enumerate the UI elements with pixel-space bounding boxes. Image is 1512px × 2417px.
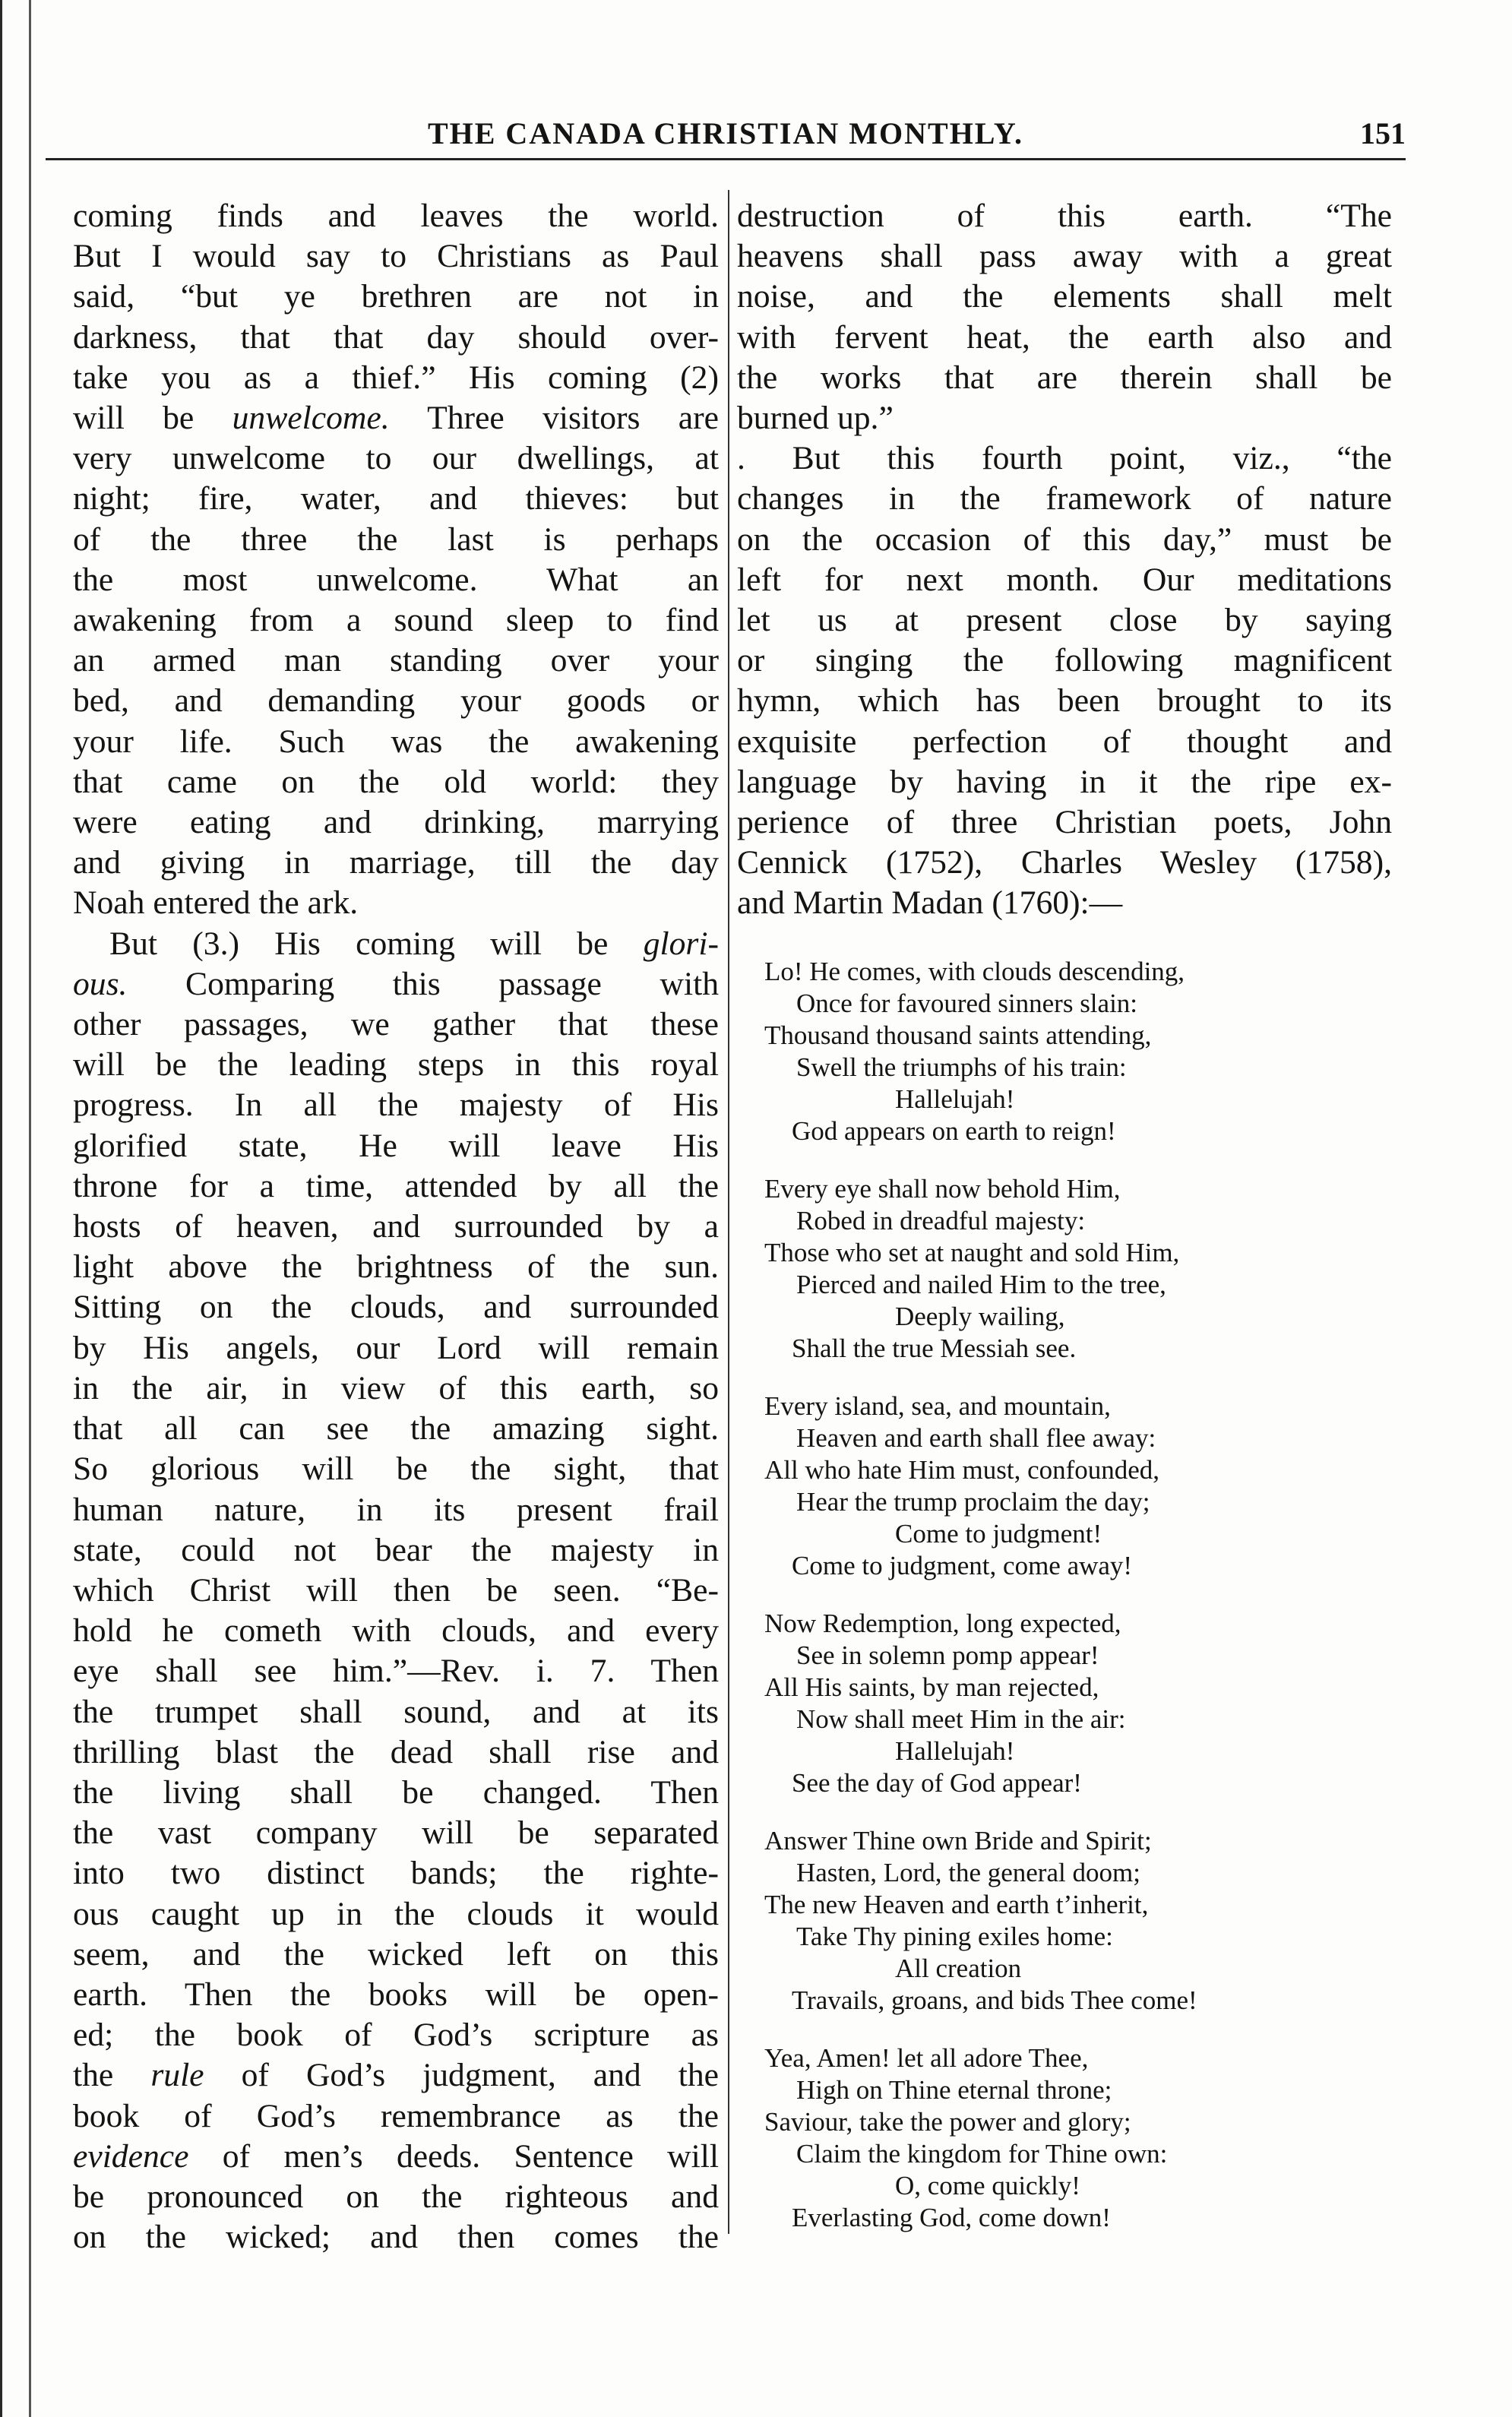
hymn-line: All creation [895,1954,1022,1983]
right-line: Cennick (1752), Charles Wesley (1758), [737,844,1392,881]
text-run: But (3.) His coming will be [109,925,644,962]
hymn-line: Deeply wailing, [895,1302,1065,1331]
hymn-line: Hear the trump proclaim the day; [796,1487,1150,1517]
hymn-line: Saviour, take the power and glory; [764,2107,1131,2137]
italic-run: unwelcome. [232,400,390,437]
left-line: So glorious will be the sight, that [73,1451,719,1488]
right-line: perience of three Christian poets, John [737,804,1392,841]
italic-run: glori- [643,925,719,962]
left-line: in the air, in view of this earth, so [73,1369,719,1406]
hymn-line: Hallelujah! [895,1084,1015,1114]
left-line: other passages, we gather that these [73,1006,719,1043]
hymn-line: See in solemn pomp appear! [796,1640,1099,1670]
right-line: . But this fourth point, viz., “the [737,440,1392,477]
left-line [73,2137,719,2177]
left-line: into two distinct bands; the righte- [73,1855,719,1892]
left-line: Noah entered the ark. [73,884,359,922]
italic-run: ous. [73,965,128,1002]
left-line [73,964,719,1004]
left-line: will be the leading steps in this royal [73,1046,719,1084]
hymn-stanza [764,1173,1387,1365]
italic-run: evidence [73,2137,189,2175]
left-line: ed; the book of God’s scripture as [73,2017,719,2054]
hymn-line: Swell the triumphs of his train: [796,1052,1127,1082]
journal-title: THE CANADA CHRISTIAN MONTHLY. [427,116,1024,150]
hymn-line: Shall the true Messiah see. [792,1333,1077,1363]
left-line: night; fire, water, and thieves: but [73,480,719,517]
hymn-line: High on Thine eternal throne; [796,2075,1112,2105]
hymn-line: Yea, Amen! let all adore Thee, [764,2043,1089,2073]
hymn-stanza [764,1608,1387,1799]
column-divider [728,190,729,2234]
hymn-line: All His saints, by man rejected, [764,1672,1099,1702]
left-line: take you as a thief.” His coming (2) [73,359,719,396]
left-line: by His angels, our Lord will remain [73,1329,719,1366]
hymn-line: Heaven and earth shall flee away: [796,1423,1156,1453]
left-line: the vast company will be separated [73,1814,719,1852]
right-line: and Martin Madan (1760):— [737,884,1123,922]
right-line: on the occasion of this day,” must be [737,520,1392,558]
left-line: the trumpet shall sound, and at its [73,1693,719,1730]
left-line: progress. In all the majesty of His [73,1087,719,1124]
hymn [764,956,1387,2260]
left-line: hold he cometh with clouds, and every [73,1612,719,1650]
right-line: destruction of this earth. “The [737,198,1392,234]
text-run: the [73,2057,151,2094]
hymn-line: Now Redemption, long expected, [764,1609,1121,1638]
hymn-line: Lo! He comes, with clouds descending, [764,957,1185,986]
left-line: were eating and drinking, marrying [73,804,719,841]
left-line: hosts of heaven, and surrounded by a [73,1208,719,1245]
hymn-line: Pierced and nailed Him to the tree, [796,1270,1166,1299]
right-column [737,196,1392,924]
right-line: left for next month. Our meditations [737,561,1392,598]
hymn-line: Take Thy pining exiles home: [796,1922,1113,1951]
left-line [73,924,719,964]
hymn-stanza [764,1390,1387,1582]
left-line: ous caught up in the clouds it would [73,1895,719,1932]
text-run: of God’s judgment, and the [204,2057,720,2094]
left-line: state, could not bear the majesty in [73,1531,719,1568]
left-line: be pronounced on the righteous and [73,2178,719,2215]
hymn-line: Robed in dreadful majesty: [796,1206,1086,1235]
left-line: throne for a time, attended by all the [73,1167,719,1204]
right-line: with fervent heat, the earth also and [737,318,1392,356]
page-binding-edge [0,0,35,2417]
left-line: of the three the last is perhaps [73,520,719,558]
hymn-line: See the day of God appear! [792,1768,1082,1798]
left-line: coming finds and leaves the world. [73,198,719,234]
text-run: will be [73,400,232,437]
hymn-line: O, come quickly! [895,2171,1080,2200]
text-run: Comparing this passage with [127,965,719,1002]
running-header [46,112,1406,160]
hymn-line: Every island, sea, and mountain, [764,1391,1111,1421]
hymn-line: All who hate Him must, confounded, [764,1455,1160,1485]
left-line: bed, and demanding your goods or [73,682,719,720]
right-line: the works that are therein shall be [737,359,1392,396]
right-line: or singing the following magnificent [737,642,1392,679]
left-line: But I would say to Christians as Paul [73,238,719,275]
right-line: noise, and the elements shall melt [737,278,1392,315]
right-line: exquisite perfection of thought and [737,723,1392,760]
left-line: which Christ will then be seen. “Be- [73,1571,719,1609]
right-line: changes in the framework of nature [737,480,1392,517]
left-line: very unwelcome to our dwellings, at [73,440,719,477]
left-line [73,398,719,438]
hymn-line: Hasten, Lord, the general doom; [796,1858,1140,1887]
left-line: the living shall be changed. Then [73,1773,719,1811]
left-line: on the wicked; and then comes the [73,2219,719,2256]
hymn-line: God appears on earth to reign! [792,1116,1116,1146]
right-line: hymn, which has been brought to its [737,682,1392,720]
hymn-line: Those who set at naught and sold Him, [764,1238,1180,1267]
right-line: language by having in it the ripe ex- [737,763,1392,800]
page-number: 151 [1360,116,1406,150]
left-line: that all can see the amazing sight. [73,1410,719,1447]
left-column [73,196,719,2257]
right-line: heavens shall pass away with a great [737,238,1392,275]
hymn-stanza [764,1825,1387,2017]
hymn-line: Every eye shall now behold Him, [764,1174,1121,1204]
hymn-stanza [764,2042,1387,2234]
left-line: an armed man standing over your [73,642,719,679]
left-line: Sitting on the clouds, and surrounded [73,1289,719,1326]
left-line [73,2055,719,2096]
right-line: burned up.” [737,400,894,437]
hymn-line: Travails, groans, and bids Thee come! [792,1985,1197,2015]
hymn-line: The new Heaven and earth t’inherit, [764,1890,1149,1919]
left-line: thrilling blast the dead shall rise and [73,1733,719,1770]
left-line: seem, and the wicked left on this [73,1935,719,1973]
left-line: darkness, that that day should over- [73,318,719,356]
right-line: let us at present close by saying [737,602,1392,639]
hymn-line: Come to judgment, come away! [792,1551,1133,1580]
hymn-line: Answer Thine own Bride and Spirit; [764,1826,1152,1855]
left-line: and giving in marriage, till the day [73,844,719,881]
text-run: Three visitors are [389,400,719,437]
hymn-line: Claim the kingdom for Thine own: [796,2139,1168,2169]
hymn-line: Thousand thousand saints attending, [764,1020,1152,1050]
left-line: human nature, in its present frail [73,1491,719,1528]
left-line: earth. Then the books will be open- [73,1976,719,2013]
left-line: eye shall see him.”—Rev. i. 7. Then [73,1653,719,1690]
left-line: book of God’s remembrance as the [73,2097,719,2134]
left-line: awakening from a sound sleep to find [73,602,719,639]
hymn-line: Once for favoured sinners slain: [796,989,1138,1018]
left-line: said, “but ye brethren are not in [73,278,719,315]
left-line: glorified state, He will leave His [73,1127,719,1164]
left-line: that came on the old world: they [73,763,719,800]
left-line: the most unwelcome. What an [73,561,719,598]
hymn-line: Hallelujah! [895,1736,1015,1766]
italic-run: rule [150,2057,204,2094]
left-line: light above the brightness of the sun. [73,1248,719,1286]
hymn-stanza [764,956,1387,1147]
hymn-line: Everlasting God, come down! [792,2203,1111,2232]
text-run: of men’s deeds. Sentence will [188,2137,719,2175]
hymn-line: Come to judgment! [895,1519,1102,1549]
hymn-line: Now shall meet Him in the air: [796,1704,1126,1734]
left-line: your life. Such was the awakening [73,723,719,760]
